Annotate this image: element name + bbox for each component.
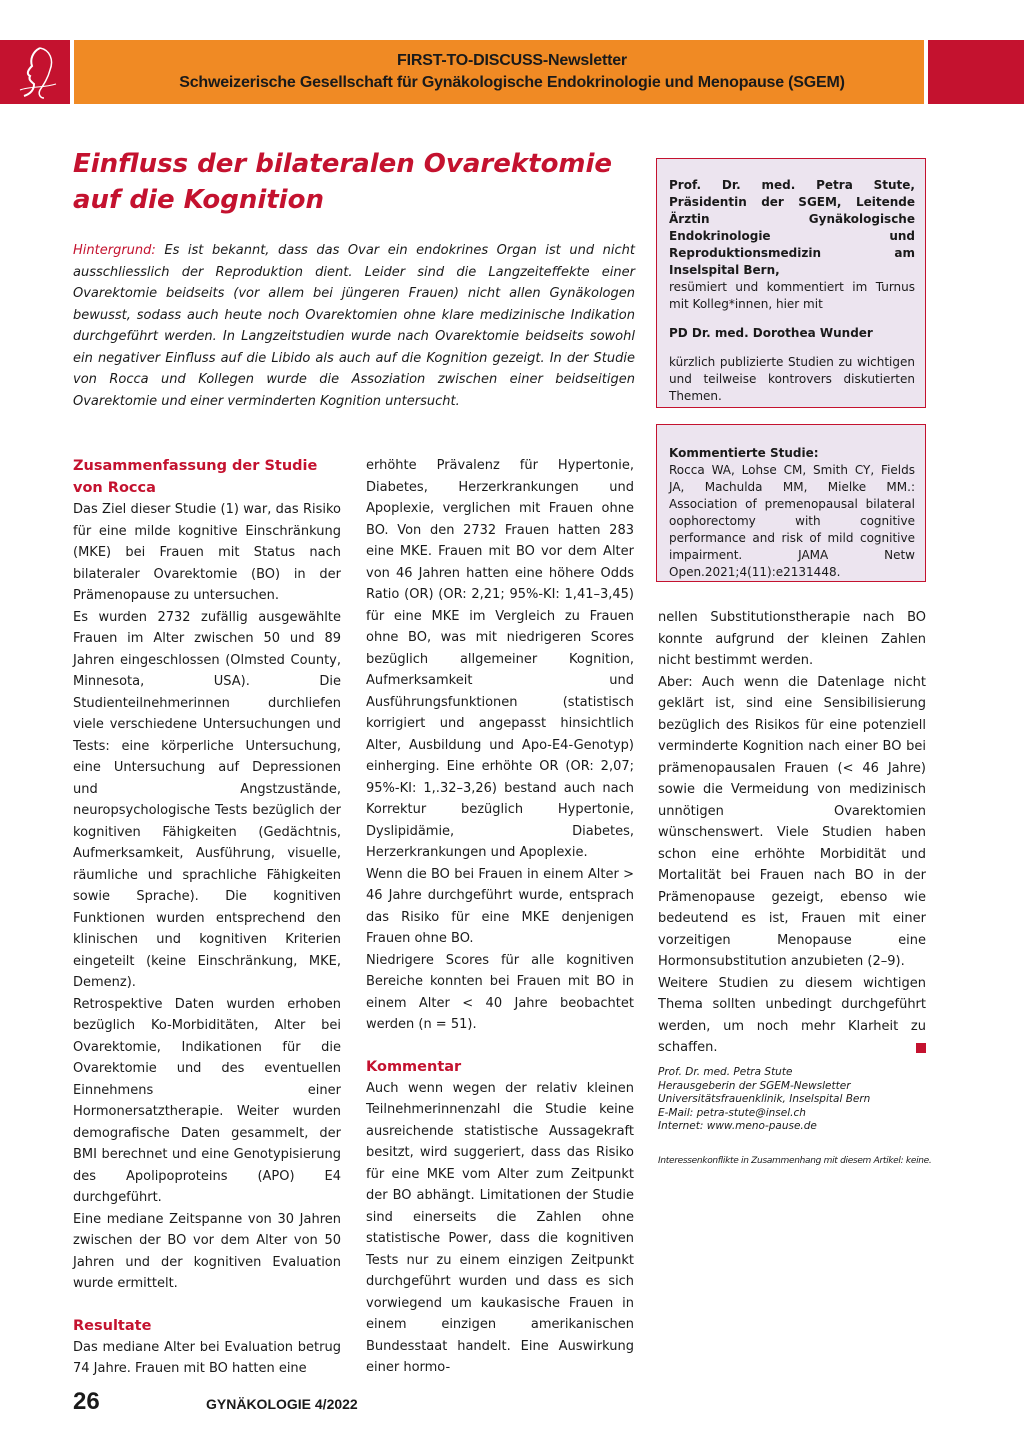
paragraph: Auch wenn wegen der relativ kleinen Teilnehmerinnenzahl die Studie keine ausreichende statistische Aussagekraft besitzt, wird suggeriert, dass das Risiko für eine MKE vom Alter zum Zeitpunkt der BO abhängt. Limitationen der Studie sind einerseits die Zahlen ohne statistische Power, dass die kognitiven Tests nur zu einem einzigen Zeitpunkt durchgeführt wurden und dass es sich vorwiegend um kaukasische Frauen in einem einzigen amerikanischen Bundesstaat handelt. Eine Auswirkung einer hormo- [366,1080,634,1375]
column-3 [658,607,926,1059]
column-1 [73,455,341,1380]
header-band-right [928,40,1024,104]
section-heading-results: Resultate [73,1317,152,1334]
woman-profile-logo-icon [10,44,66,100]
paragraph: Das Ziel dieser Studie (1) war, das Risiko für eine milde kognitive Einschränkung (MKE) bei Frauen mit Status nach bilateraler Ovarektomie (BO) in der Prämenopause zu untersuchen. [73,502,341,603]
study-reference-label: Kommentierte Studie: [669,446,819,460]
society-name: Schweizerische Gesellschaft für Gynäkologische Endokrinologie und Menopause (SGEM) [179,74,845,91]
article-intro [73,240,635,412]
journal-issue: GYNÄKOLOGIE 4/2022 [206,1396,358,1412]
paragraph: Eine mediane Zeitspanne von 30 Jahren zwischen der BO vor dem Alter von 50 Jahren und der kognitiven Evaluation wurde ermittelt. [73,1211,341,1291]
paragraph: Wenn die BO bei Frauen in einem Alter > 46 Jahre durchgeführt wurde, entsprach das Risiko für eine MKE denjenigen Frauen ohne BO. [366,866,634,946]
signature-name: Prof. Dr. med. Petra Stute [658,1066,793,1078]
intro-text: Es ist bekannt, dass das Ovar ein endokrines Organ ist und nicht ausschliesslich der Reproduktion dient. Leider sind die Langzeiteffekte einer Ovarektomie beidseits (vor allem bei jüngeren Frauen) nicht allen Gynäkologen bewusst, sodass auch heute noch Ovarektomien ohne klare medizinische Indikation durchgeführt werden. In Langzeitstudien wurde nach Ovarektomie beidseits sowohl ein negativer Einfluss auf die Libido als auch auf die Kognition gezeigt. In der Studie von Rocca und Kollegen wurde die Assoziation zwischen einer beidseitigen Ovarektomie und einer verminderten Kognition untersucht. [73,243,635,409]
signature-email: E-Mail: petra-stute@insel.ch [658,1106,806,1119]
paragraph: Niedrigere Scores für alle kognitiven Bereiche konnten bei Frauen mit BO in einem Alter < 40 Jahre beobachtet werden (n = 51). [366,952,634,1032]
author-note-end: kürzlich publizierte Studien zu wichtigen und teilweise kontrovers diskutierten Themen. [669,355,915,403]
author-info-box [656,158,926,408]
newsletter-title: FIRST-TO-DISCUSS-Newsletter [397,52,627,69]
signature-role: Herausgeberin der SGEM-Newsletter [658,1079,851,1092]
colleague-name: PD Dr. med. Dorothea Wunder [669,326,873,340]
study-citation: Rocca WA, Lohse CM, Smith CY, Fields JA, Machulda MM, Mielke MM.: Association of premenopausal bilateral oophorectomy with cognitive performance and risk of mild cognitive impairment. JAMA Netw Open.2021;4(11):e2131448. [669,463,915,579]
conflict-of-interest: Interessenkonflikte in Zusammenhang mit diesem Artikel: keine. [658,1156,932,1166]
paragraph: Retrospektive Daten wurden erhoben bezüglich Ko-Morbiditäten, Alter bei Ovarektomie, Indikationen für die Ovarektomie und des eventuellen Einnehmens einer Hormonersatztherapie. Weiter wurden demografische Daten gesammelt, der BMI berechnet und eine Genotypisierung des Apolipoproteins (APO) E4 durchgeführt. [73,996,341,1205]
paragraph [658,973,926,1059]
paragraph: Das mediane Alter bei Evaluation betrug 74 Jahre. Frauen mit BO hatten eine [73,1339,341,1376]
section-heading-comment: Kommentar [366,1058,462,1075]
closing-text: Weitere Studien zu diesem wichtigen Thema sollten unbedingt durchgeführt werden, um noch mehr Klarheit zu schaffen. [658,975,926,1055]
paragraph: Aber: Auch wenn die Datenlage nicht geklärt ist, sind eine Sensibilisierung bezüglich des Risikos für eine potenziell verminderte Kognition nach einer BO bei prämenopausalen Frauen (< 46 Jahre) sowie die Vermeidung von medizinisch unnötigen Ovarektomien wünschenswert. Viele Studien haben schon eine erhöhte Morbidität und Mortalität bei Frauen nach BO in der Prämenopause gezeigt, ebenso wie bedeutend es ist, Frauen mit einer vorzeitigen Menopause eine Hormonsubstitution anzubieten (2–9). [658,674,926,969]
intro-lead: Hintergrund: [73,243,156,258]
header-band [74,40,924,104]
page-number: 26 [73,1388,100,1415]
end-of-article-square-icon [916,1043,926,1053]
study-reference-box [656,424,926,582]
signature-internet: Internet: www.meno-pause.de [658,1120,817,1132]
column-2 [366,455,634,1379]
paragraph: Es wurden 2732 zufällig ausgewählte Frauen im Alter zwischen 50 und 89 Jahren eingeschlossen (Olmsted County, Minnesota, USA). Die Studienteilnehmerinnen durchliefen viele verschiedene Untersuchungen und Tests: eine körperliche Untersuchung, eine Untersuchung auf Depressionen und Angstzustände, neuropsychologische Tests bezüglich der kognitiven Fähigkeiten (Gedächtnis, Aufmerksamkeit, Ausführung, visuelle, räumliche und sprachliche Fähigkeiten sowie Sprache). Die kognitiven Funktionen wurden entsprechend den klinischen und kognitiven Kriterien eingeteilt (keine Einschränkung, MKE, Demenz). [73,609,341,990]
author-signature [658,1066,928,1134]
paragraph: nellen Substitutionstherapie nach BO konnte aufgrund der kleinen Zahlen nicht bestimmt werden. [658,610,926,668]
author-note: resümiert und kommentiert im Turnus mit Kolleg*innen, hier mit [669,280,915,311]
paragraph: erhöhte Prävalenz für Hypertonie, Diabetes, Herzerkrankungen und Apoplexie, verglichen mit Frauen ohne BO. Von den 2732 Frauen hatten 283 eine MKE. Frauen mit BO vor dem Alter von 46 Jahren hatten eine höhere Odds Ratio (OR) (OR: 2,21; 95%-KI: 1,41–3,45) für eine MKE im Vergleich zu Frauen ohne BO, was mit niedrigeren Scores bezüglich allgemeiner Kognition, Aufmerksamkeit und Ausführungsfunktionen (statistisch korrigiert und angepasst hinsichtlich Alter, Ausbildung und Apo-E4-Genotyp) einherging. Eine erhöhte OR (OR: 2,07; 95%-KI: 1,.32–3,26) bestand auch nach Korrektur bezüglich Hypertonie, Dyslipidämie, Diabetes, Herzerkrankungen und Apoplexie. [366,458,634,860]
signature-clinic: Universitätsfrauenklinik, Inselspital Bern [658,1093,871,1105]
section-heading-summary: Zusammenfassung der Studie von Rocca [73,458,318,496]
author-description: Prof. Dr. med. Petra Stute, Präsidentin der SGEM, Leitende Ärztin Gynäkologische Endokrinologie und Reproduktionsmedizin am Inselspital Bern, [669,178,915,277]
article-title: Einfluss der bilateralen Ovarektomie auf die Kognition [73,149,613,215]
